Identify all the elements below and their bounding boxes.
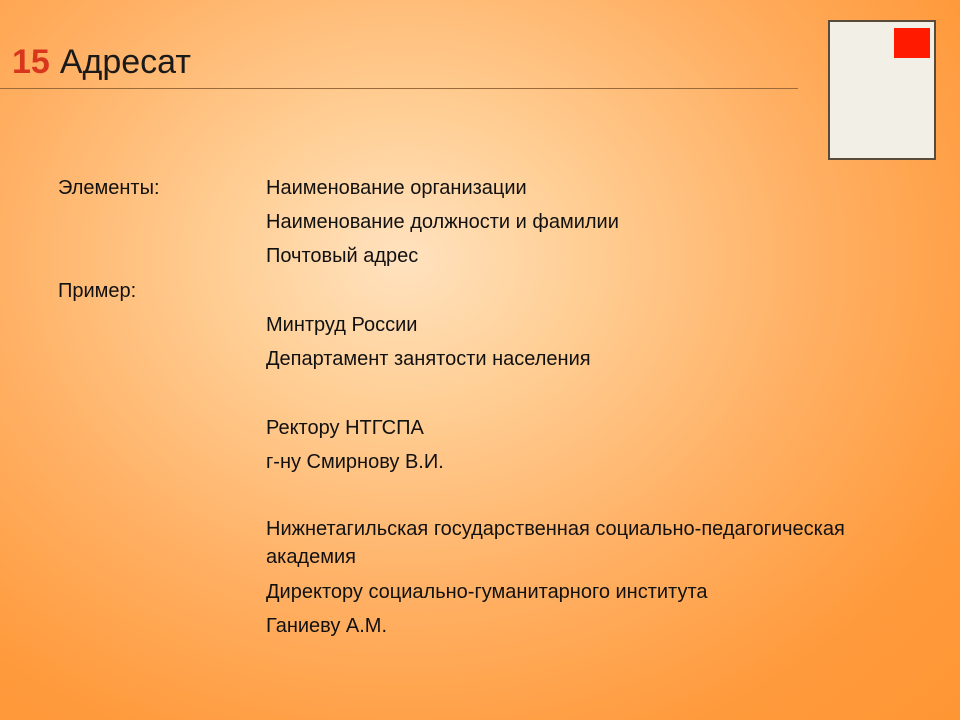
slide-title-text: Адресат bbox=[59, 43, 191, 81]
slide-number: 15 bbox=[12, 43, 50, 81]
envelope-icon bbox=[828, 20, 936, 160]
example-line: академия bbox=[266, 546, 356, 568]
example-line: г-ну Смирнову В.И. bbox=[266, 451, 444, 473]
example-line: Ректору НТГСПА bbox=[266, 417, 424, 439]
elements-label: Элементы: bbox=[58, 177, 160, 199]
example-line: Ганиеву А.М. bbox=[266, 615, 388, 637]
example-line: Минтруд России bbox=[266, 314, 418, 336]
element-item: Наименование должности и фамилии bbox=[266, 211, 619, 233]
example-label: Пример: bbox=[58, 280, 137, 302]
slide-title bbox=[12, 42, 191, 82]
element-item: Наименование организации bbox=[266, 177, 527, 199]
title-divider bbox=[0, 88, 798, 89]
stamp-icon bbox=[894, 28, 930, 58]
example-line: Директору социально-гуманитарного института bbox=[266, 581, 708, 603]
example-line: Департамент занятости населения bbox=[266, 348, 591, 370]
element-item: Почтовый адрес bbox=[266, 245, 419, 267]
example-line: Нижнетагильская государственная социально-педагогическая bbox=[266, 518, 845, 540]
